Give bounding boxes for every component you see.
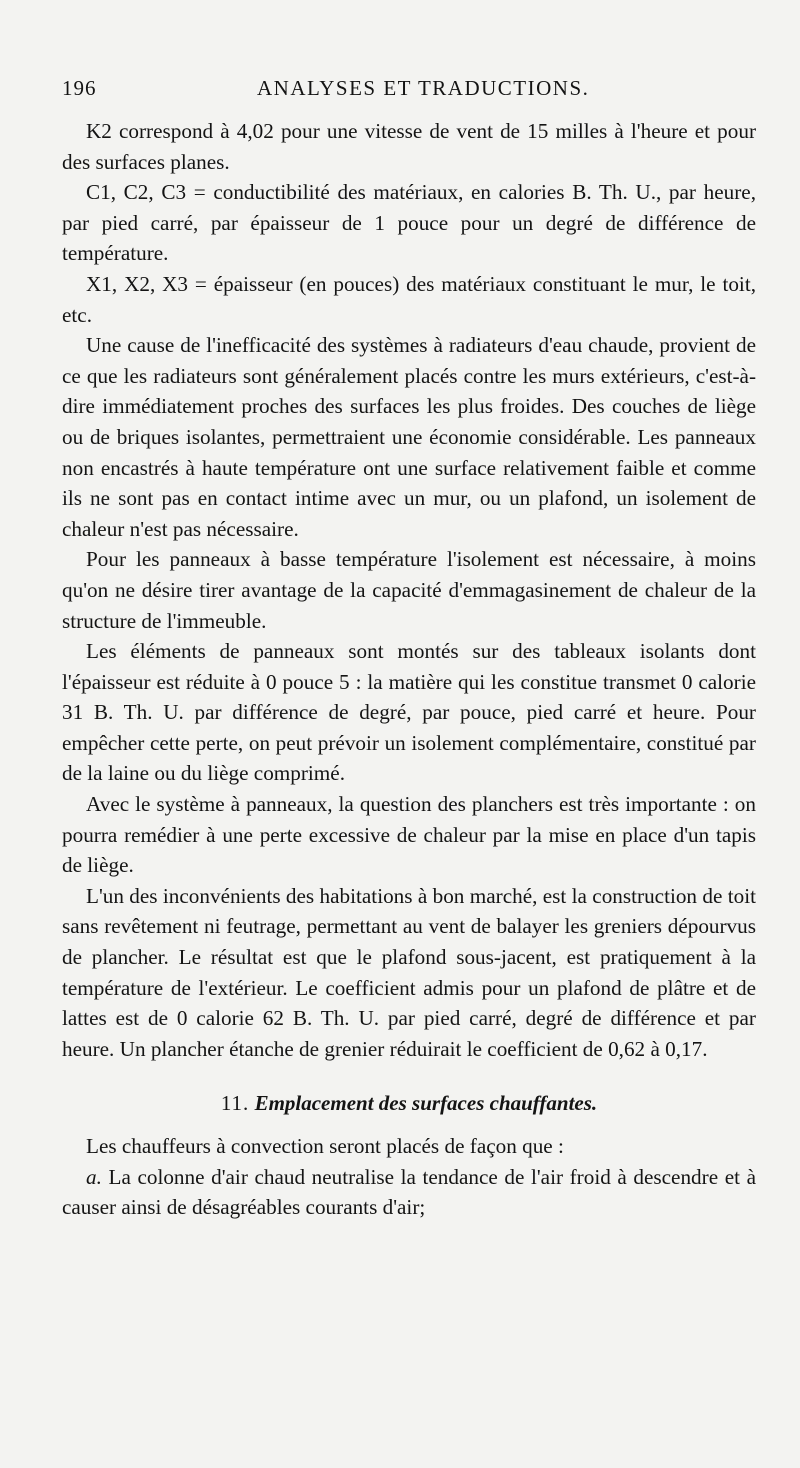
paragraph-floors: Avec le système à panneaux, la question des planchers est très importante : on pourra remédier à une perte excessive de chaleur par la mise en place d'un tapis de liège. (62, 792, 756, 878)
paragraph-low-temp: Pour les panneaux à basse température l'isolement est nécessaire, à moins qu'on ne désire tirer avantage de la capacité d'emmagasinement de chaleur de la structure de l'immeuble. (62, 547, 756, 633)
paragraph-elements: Les éléments de panneaux sont montés sur des tableaux isolants dont l'épaisseur est réduite à 0 pouce 5 : la matière qui les constitue transmet 0 calorie 31 B. Th. U. par différence de degré, par pouce, pied carré et heure. Pour empêcher cette perte, on peut prévoir un isolement complémentaire, constitué par de la laine ou du liège comprimé. (62, 639, 756, 786)
paragraph-radiators: Une cause de l'inefficacité des systèmes à radiateurs d'eau chaude, provient de ce que les radiateurs sont généralement placés contre les murs extérieurs, c'est-à-dire immédiatement proches des surfaces les plus froides. Des couches de liège ou de briques isolantes, permettraient une économie considérable. Les panneaux non encastrés à haute température ont une surface relativement faible et comme ils ne sont pas en contact intime avec un mur, ou un plafond, un isolement de chaleur n'est pas nécessaire. (62, 333, 756, 541)
page-body (62, 116, 756, 1223)
paragraph-convection-intro: Les chauffeurs à convection seront placés de façon que : (86, 1134, 564, 1158)
list-item-a (62, 1162, 756, 1223)
paragraph-x-definitions: X1, X2, X3 = épaisseur (en pouces) des matériaux constituant le mur, le toit, etc. (62, 271, 756, 327)
page-number: 196 (62, 76, 97, 100)
item-a-text: La colonne d'air chaud neutralise la tendance de l'air froid à descendre et à causer ainsi de désagréables courants d'air; (62, 1164, 757, 1220)
paragraph-k2: K2 correspond à 4,02 pour une vitesse de vent de 15 milles à l'heure et pour des surfaces planes. (62, 119, 756, 174)
section-number: 11. (220, 1091, 250, 1116)
section-title: Emplacement des surfaces chauffantes. (254, 1091, 598, 1116)
item-a-label: a. (86, 1164, 102, 1189)
paragraph-cheap-housing: L'un des inconvénients des habitations à bon marché, est la construction de toit sans revêtement ni feutrage, permettant au vent de balayer les greniers dépourvus de plancher. Le résultat est que le plafond sous-jacent, est pratiquement à la température de l'extérieur. Le coefficient admis pour un plafond de plâtre et de lattes est de 0 calorie 62 B. Th. U. par pied carré, degré de différence et par heure. Un plancher étanche de grenier réduirait le coefficient de 0,62 à 0,17. (62, 883, 756, 1061)
paragraph-c-definitions: C1, C2, C3 = conductibilité des matériaux, en calories B. Th. U., par heure, par pied carré, par épaisseur de 1 pouce pour un degré de différence de température. (62, 180, 756, 266)
running-title: ANALYSES ET TRADUCTIONS. (257, 76, 590, 100)
section-heading (62, 1088, 756, 1119)
page-header (62, 76, 762, 106)
